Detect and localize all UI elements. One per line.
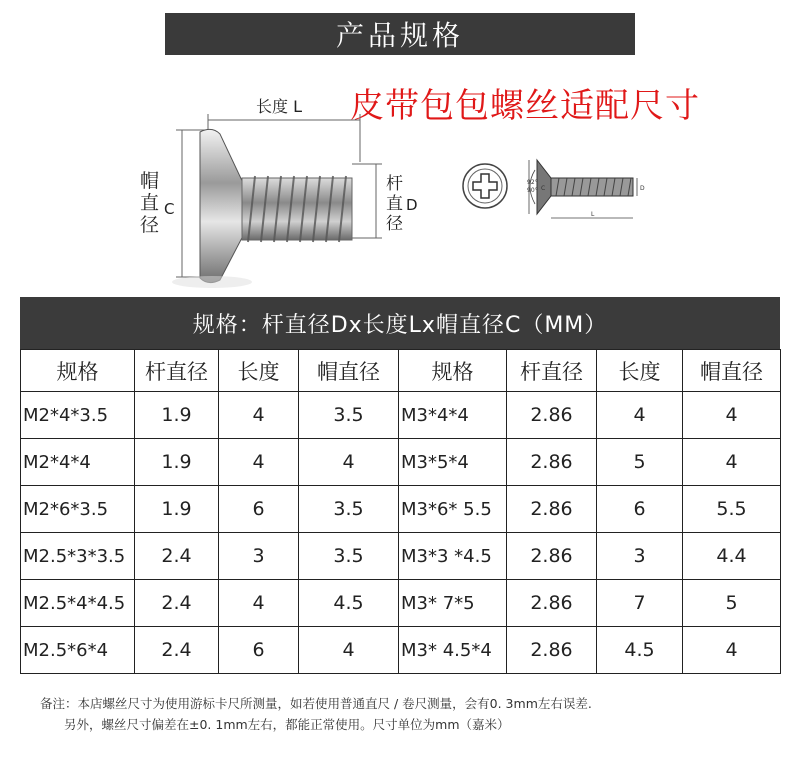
table-cell: 4.5	[299, 580, 399, 627]
table-cell: 5	[597, 439, 683, 486]
table-cell: 2.86	[507, 533, 597, 580]
table-cell: 4	[299, 627, 399, 674]
table-cell: 4	[299, 439, 399, 486]
diagram-d-label: D	[640, 185, 645, 192]
cap-letter: C	[164, 200, 175, 218]
diagram-l-label: L	[591, 211, 595, 218]
cap-diameter-label: 帽 直 径	[140, 170, 160, 236]
table-cell: M3*3 *4.5	[399, 533, 507, 580]
table-row	[21, 580, 781, 627]
column-header: 帽直径	[299, 350, 399, 392]
shank-diameter-label: 杆 直 径	[386, 174, 403, 234]
column-header: 杆直径	[135, 350, 219, 392]
table-cell: 2.86	[507, 439, 597, 486]
table-cell: 4	[597, 392, 683, 439]
table-row	[21, 533, 781, 580]
table-cell: 1.9	[135, 486, 219, 533]
table-cell: 3.5	[299, 486, 399, 533]
phillips-cross-icon	[473, 174, 497, 198]
table-cell: M3*4*4	[399, 392, 507, 439]
shank-letter: D	[406, 196, 418, 214]
header-bar	[0, 0, 800, 55]
table-cell: 2.4	[135, 627, 219, 674]
table-cell: 6	[219, 627, 299, 674]
column-header: 长度	[597, 350, 683, 392]
table-cell: 2.86	[507, 580, 597, 627]
diagram-angle-1: 92°	[527, 179, 538, 186]
table-cell: 3.5	[299, 392, 399, 439]
table-cell: 2.86	[507, 627, 597, 674]
table-cell: 6	[597, 486, 683, 533]
table-cell: 6	[219, 486, 299, 533]
table-cell: 4	[219, 392, 299, 439]
table-cell: M3*6* 5.5	[399, 486, 507, 533]
table-cell: M2.5*3*3.5	[21, 533, 135, 580]
note-line-1: 备注：本店螺丝尺寸为使用游标卡尺所测量，如若使用普通直尺 / 卷尺测量，会有0. 3mm左右误差.	[40, 696, 592, 711]
table-row	[21, 439, 781, 486]
table-row	[21, 627, 781, 674]
table-cell: M3*5*4	[399, 439, 507, 486]
length-label: 长度 L	[256, 97, 303, 116]
column-header: 帽直径	[683, 350, 781, 392]
table-cell: 4	[683, 392, 781, 439]
table-cell: 4.5	[597, 627, 683, 674]
screw-head	[200, 129, 245, 282]
table-cell: M2.5*6*4	[21, 627, 135, 674]
table-cell: 2.4	[135, 533, 219, 580]
technical-diagram	[455, 148, 655, 238]
note-line-2: 另外，螺丝尺寸偏差在±0. 1mm左右，都能正常使用。尺寸单位为mm（嘉米）	[64, 717, 510, 732]
column-header: 杆直径	[507, 350, 597, 392]
table-cell: M2.5*4*4.5	[21, 580, 135, 627]
screw-top-view	[463, 164, 507, 208]
table-cell: 3	[219, 533, 299, 580]
table-cell: 3	[597, 533, 683, 580]
table-cell: 4.4	[683, 533, 781, 580]
table-cell: 4	[219, 439, 299, 486]
spec-table	[20, 349, 781, 674]
promo-heading: 皮带包包螺丝适配尺寸	[350, 86, 700, 126]
table-cell: 7	[597, 580, 683, 627]
table-cell: 1.9	[135, 439, 219, 486]
table-cell: 4	[683, 627, 781, 674]
column-header: 规格	[399, 350, 507, 392]
table-cell: M3* 7*5	[399, 580, 507, 627]
column-header: 规格	[21, 350, 135, 392]
table-cell: M2*4*3.5	[21, 392, 135, 439]
screw-shaft	[242, 178, 352, 240]
table-row	[21, 392, 781, 439]
table-cell: 5	[683, 580, 781, 627]
table-cell: 5.5	[683, 486, 781, 533]
diagram-c-label: C	[541, 185, 546, 192]
table-cell: 1.9	[135, 392, 219, 439]
table-cell: M2*6*3.5	[21, 486, 135, 533]
spec-banner: 规格：杆直径Dx长度Lx帽直径C（MM）	[20, 297, 780, 349]
table-cell: M2*4*4	[21, 439, 135, 486]
table-row	[21, 486, 781, 533]
table-cell: 2.4	[135, 580, 219, 627]
table-cell: 4	[219, 580, 299, 627]
table-cell: M3* 4.5*4	[399, 627, 507, 674]
table-cell: 2.86	[507, 392, 597, 439]
diagram-angle-2: 90°	[527, 187, 538, 194]
table-cell: 3.5	[299, 533, 399, 580]
table-header-row	[21, 350, 781, 392]
column-header: 长度	[219, 350, 299, 392]
table-cell: 4	[683, 439, 781, 486]
table-cell: 2.86	[507, 486, 597, 533]
page-title: 产品规格	[165, 13, 635, 55]
